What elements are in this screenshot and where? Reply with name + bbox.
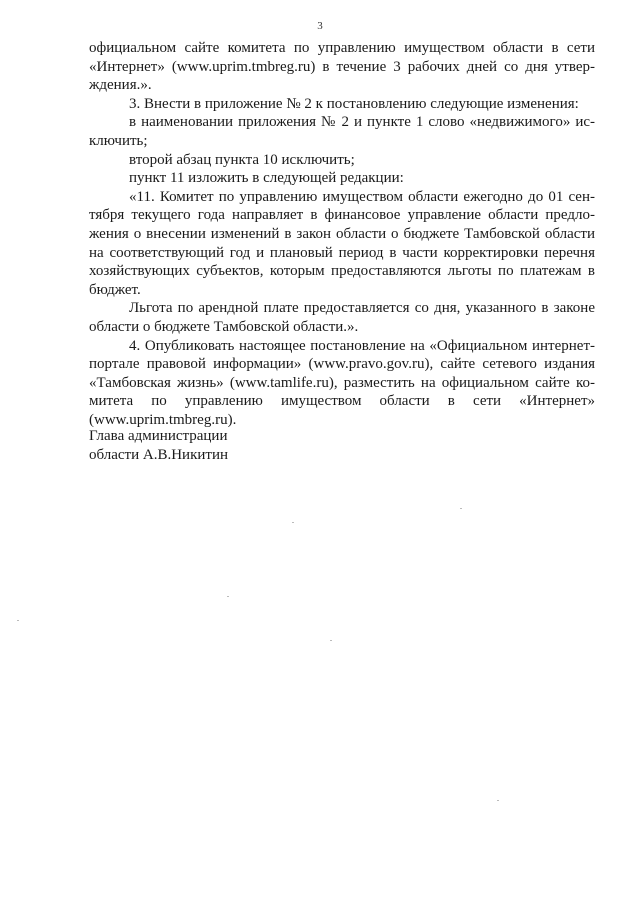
- scan-speck: [497, 800, 499, 801]
- text-line: ждения.».: [89, 77, 152, 94]
- text-line: Льгота по арендной плате предоставляется со дня, указанного в законе: [129, 300, 595, 317]
- signature-line: области А.В.Никитин: [89, 446, 229, 463]
- text-line: митета по управлению имуществом области в сети «Интернет»: [89, 393, 595, 410]
- text-line: жения о внесении изменений в закон области о бюджете Тамбовской области: [89, 225, 595, 242]
- text-line: «Интернет» (www.uprim.tmbreg.ru) в течение 3 рабочих дней со дня утвер-: [89, 58, 595, 75]
- text-line: в наименовании приложения № 2 и пункте 1 слово «недвижимого» ис-: [129, 114, 595, 131]
- text-line: тября текущего года направляет в финансовое управление области предло-: [89, 207, 595, 224]
- document-body: [89, 39, 595, 429]
- scan-speck: [330, 640, 332, 641]
- text-line: «11. Комитет по управлению имуществом области ежегодно до 01 сен-: [129, 188, 595, 205]
- text-line: портале правовой информации» (www.pravo.gov.ru), сайте сетевого издания: [89, 356, 595, 373]
- text-line: «Тамбовская жизнь» (www.tamlife.ru), разместить на официальном сайте ко-: [89, 374, 595, 391]
- signature-line: Глава администрации: [89, 428, 228, 444]
- text-line: ключить;: [89, 132, 148, 149]
- scan-speck: [227, 596, 229, 597]
- text-line: бюджет.: [89, 281, 141, 298]
- text-line: пункт 11 изложить в следующей редакции:: [129, 170, 404, 187]
- scan-speck: [17, 620, 19, 621]
- text-line: (www.uprim.tmbreg.ru).: [89, 411, 237, 428]
- text-line: хозяйствующих субъектов, которым предоставляются льготы по платежам в: [89, 263, 595, 280]
- text-line: официальном сайте комитета по управлению имуществом области в сети: [89, 40, 595, 56]
- text-line: 4. Опубликовать настоящее постановление на «Официальном интернет-: [129, 337, 595, 354]
- scan-speck: [460, 508, 462, 509]
- text-line: 3. Внести в приложение № 2 к постановлению следующие изменения:: [129, 95, 579, 112]
- page-number: 3: [317, 20, 323, 32]
- text-line: второй абзац пункта 10 исключить;: [129, 151, 355, 168]
- text-line: области о бюджете Тамбовской области.».: [89, 318, 359, 335]
- signature-block: [89, 427, 228, 464]
- scan-speck: [292, 522, 294, 523]
- text-line: на соответствующий год и плановый период в части корректировки перечня: [89, 244, 595, 261]
